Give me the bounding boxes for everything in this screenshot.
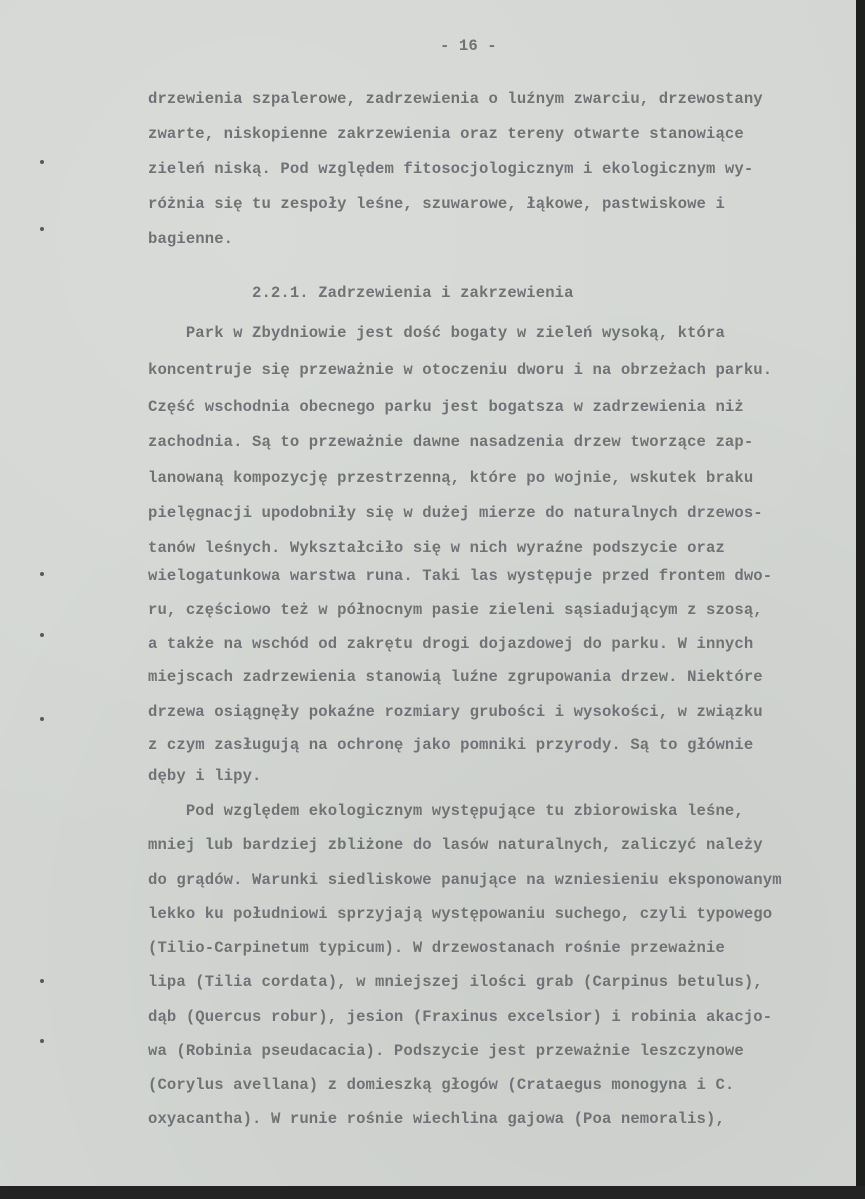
text-line: (Tilio-Carpinetum typicum). W drzewostanach rośnie przeważnie <box>148 939 725 957</box>
text-line: do grądów. Warunki siedliskowe panujące na wzniesieniu eksponowanym <box>148 871 782 889</box>
text-line: a także na wschód od zakrętu drogi dojazdowej do parku. W innych <box>148 635 754 653</box>
text-line: lekko ku południowi sprzyjają występowaniu suchego, czyli typowego <box>148 905 773 923</box>
section-heading: 2.2.1. Zadrzewienia i zakrzewienia <box>252 284 574 302</box>
text-line: (Corylus avellana) z domieszką głogów (Crataegus monogyna i C. <box>148 1076 735 1094</box>
text-line: zachodnia. Są to przeważnie dawne nasadzenia drzew tworzące zap- <box>148 433 754 451</box>
text-line: ru, częściowo też w północnym pasie zieleni sąsiadującym z szosą, <box>148 601 763 619</box>
text-line: tanów leśnych. Wykształciło się w nich wyraźne podszycie oraz <box>148 539 725 557</box>
text-line: wielogatunkowa warstwa runa. Taki las występuje przed frontem dwo- <box>148 567 773 585</box>
text-line: zieleń niską. Pod względem fitosocjologicznym i ekologicznym wy- <box>148 160 754 178</box>
page-number: - 16 - <box>440 37 497 55</box>
margin-speck <box>40 572 44 576</box>
text-line: oxyacantha). W runie rośnie wiechlina gajowa (Poa nemoralis), <box>148 1110 725 1128</box>
margin-speck <box>40 160 44 164</box>
text-line: wa (Robinia pseudacacia). Podszycie jest przeważnie leszczynowe <box>148 1042 744 1060</box>
text-line: miejscach zadrzewienia stanowią luźne zgrupowania drzew. Niektóre <box>148 668 763 686</box>
margin-speck <box>40 227 44 231</box>
margin-speck <box>40 717 44 721</box>
margin-speck <box>40 633 44 637</box>
text-line: bagienne. <box>148 230 234 248</box>
text-line: Pod względem ekologicznym występujące tu zbiorowiska leśne, <box>148 802 744 820</box>
text-line: pielęgnacji upodobniły się w dużej mierze do naturalnych drzewos- <box>148 504 763 522</box>
scan-edge-bottom <box>0 1186 865 1199</box>
text-line: koncentruje się przeważnie w otoczeniu dworu i na obrzeżach parku. <box>148 361 773 379</box>
text-line: lipa (Tilia cordata), w mniejszej ilości grab (Carpinus betulus), <box>148 973 763 991</box>
margin-speck <box>40 1039 44 1043</box>
text-line: mniej lub bardziej zbliżone do lasów naturalnych, zaliczyć należy <box>148 836 763 854</box>
text-line: lanowaną kompozycję przestrzenną, które po wojnie, wskutek braku <box>148 469 754 487</box>
text-line: zwarte, niskopienne zakrzewienia oraz tereny otwarte stanowiące <box>148 125 744 143</box>
text-line: dęby i lipy. <box>148 767 262 785</box>
text-line: drzewa osiągnęły pokaźne rozmiary grubości i wysokości, w związku <box>148 703 763 721</box>
text-line: Część wschodnia obecnego parku jest bogatsza w zadrzewienia niż <box>148 398 744 416</box>
margin-speck <box>40 979 44 983</box>
scan-edge-right <box>856 0 865 1199</box>
text-line: różnia się tu zespoły leśne, szuwarowe, łąkowe, pastwiskowe i <box>148 195 725 213</box>
text-line: dąb (Quercus robur), jesion (Fraxinus excelsior) i robinia akacjo- <box>148 1008 773 1026</box>
text-line: z czym zasługują na ochronę jako pomniki przyrody. Są to głównie <box>148 736 754 754</box>
text-line: Park w Zbydniowie jest dość bogaty w zieleń wysoką, która <box>148 324 725 342</box>
text-line: drzewienia szpalerowe, zadrzewienia o luźnym zwarciu, drzewostany <box>148 90 763 108</box>
